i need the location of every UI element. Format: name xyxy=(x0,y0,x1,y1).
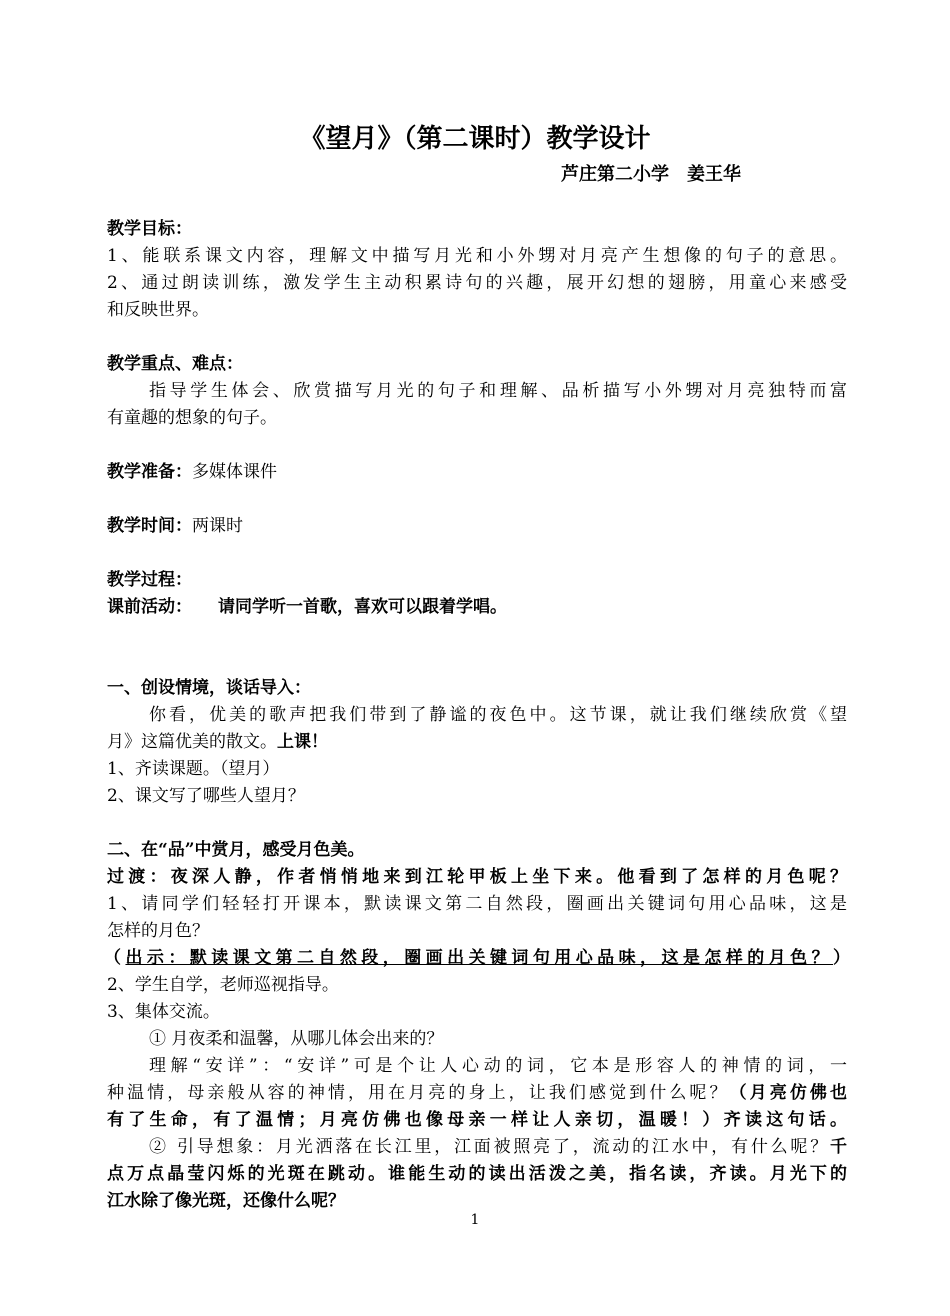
slide-prompt-close: ） xyxy=(833,948,851,968)
pre-activity xyxy=(107,594,847,621)
focus-text-cont: 有童趣的想象的句子。 xyxy=(107,408,277,428)
slide-prompt-text: 出示：默读课文第二自然段，圈画出关键词句用心品味，这是怎样的月色？ xyxy=(125,948,834,968)
school-name: 芦庄第二小学 xyxy=(561,164,669,185)
discussion-point-2-cont-2: 江水除了像光斑，还像什么呢？ xyxy=(107,1191,345,1211)
discussion-point-1-text-2 xyxy=(107,1080,847,1107)
focus-heading: 教学重点、难点： xyxy=(107,354,243,374)
section1-paragraph: 你看，优美的歌声把我们带到了静谧的夜色中。这节课，就让我们继续欣赏《望 xyxy=(149,705,847,725)
prep-value: 多媒体课件 xyxy=(192,462,277,482)
process-heading: 教学过程： xyxy=(107,570,192,590)
section2-item-1-cont: 怎样的月色？ xyxy=(107,921,209,941)
document-title: 《望月》（第二课时）教学设计 xyxy=(299,124,651,154)
section1-class-start: 上课！ xyxy=(277,732,328,752)
discussion-point-1-text-3: 有了生命，有了温情；月亮仿佛也像母亲一样让人亲切，温暖！）齐读这句话。 xyxy=(107,1110,847,1130)
section1-item-2: 2、课文写了哪些人望月？ xyxy=(107,786,305,806)
section1-heading: 一、创设情境，谈话导入： xyxy=(107,678,311,698)
section1-paragraph-text: 月》这篇优美的散文。 xyxy=(107,732,277,752)
slide-prompt-open: （ xyxy=(104,948,126,968)
time-value: 两课时 xyxy=(192,516,243,536)
section2-heading: 二、在“品”中赏月，感受月色美。 xyxy=(107,840,365,860)
time-label: 教学时间： xyxy=(107,516,192,536)
dp1-normal: 种温情，母亲般从容的神情，用在月亮的身上，让我们感觉到什么呢？ xyxy=(107,1083,730,1103)
discussion-point-1: ① 月夜柔和温馨，从哪儿体会出来的？ xyxy=(149,1029,444,1049)
discussion-point-1-text: 理解“安详”：“安详”可是个让人心动的词，它本是形容人的神情的词，一 xyxy=(149,1056,847,1076)
prep-line xyxy=(107,459,847,486)
section2-item-1: 1、请同学们轻轻打开课本，默读课文第二自然段，圈画出关键词句用心品味，这是 xyxy=(107,894,847,914)
time-line xyxy=(107,513,847,540)
prep-label: 教学准备： xyxy=(107,462,192,482)
section2-item-3: 3、集体交流。 xyxy=(107,1002,220,1022)
pre-activity-label: 课前活动： xyxy=(107,597,192,617)
dp2-normal: ② 引导想象：月光洒落在长江里，江面被照亮了，流动的江水中，有什么呢？ xyxy=(149,1137,830,1157)
goal-item-2: 2、通过朗读训练，激发学生主动积累诗句的兴趣，展开幻想的翅膀，用童心来感受 xyxy=(107,273,847,293)
dp1-bold: （月亮仿佛也 xyxy=(729,1083,848,1103)
section2-slide-prompt xyxy=(104,945,850,972)
page-number: 1 xyxy=(470,1212,480,1228)
author-line xyxy=(561,160,741,186)
discussion-point-2-cont: 点万点晶莹闪烁的光斑在跳动。谁能生动的读出活泼之美，指名读，齐读。月光下的 xyxy=(107,1164,847,1184)
discussion-point-2 xyxy=(149,1134,847,1161)
goals-heading: 教学目标： xyxy=(107,219,192,239)
section1-paragraph-cont xyxy=(107,729,847,756)
section2-item-2: 2、学生自学，老师巡视指导。 xyxy=(107,975,339,995)
section1-item-1: 1、齐读课题。（望月） xyxy=(107,759,280,779)
goal-item-2-cont: 和反映世界。 xyxy=(107,300,209,320)
goal-item-1: 1、能联系课文内容，理解文中描写月光和小外甥对月亮产生想像的句子的意思。 xyxy=(107,246,847,266)
section2-transition: 过渡：夜深人静，作者悄悄地来到江轮甲板上坐下来。他看到了怎样的月色呢？ xyxy=(107,867,847,887)
author-name: 姜王华 xyxy=(687,164,741,185)
pre-activity-text: 请同学听一首歌，喜欢可以跟着学唱。 xyxy=(218,597,507,617)
focus-text: 指导学生体会、欣赏描写月光的句子和理解、品析描写小外甥对月亮独特而富 xyxy=(149,381,847,401)
dp2-bold: 千 xyxy=(830,1137,847,1157)
